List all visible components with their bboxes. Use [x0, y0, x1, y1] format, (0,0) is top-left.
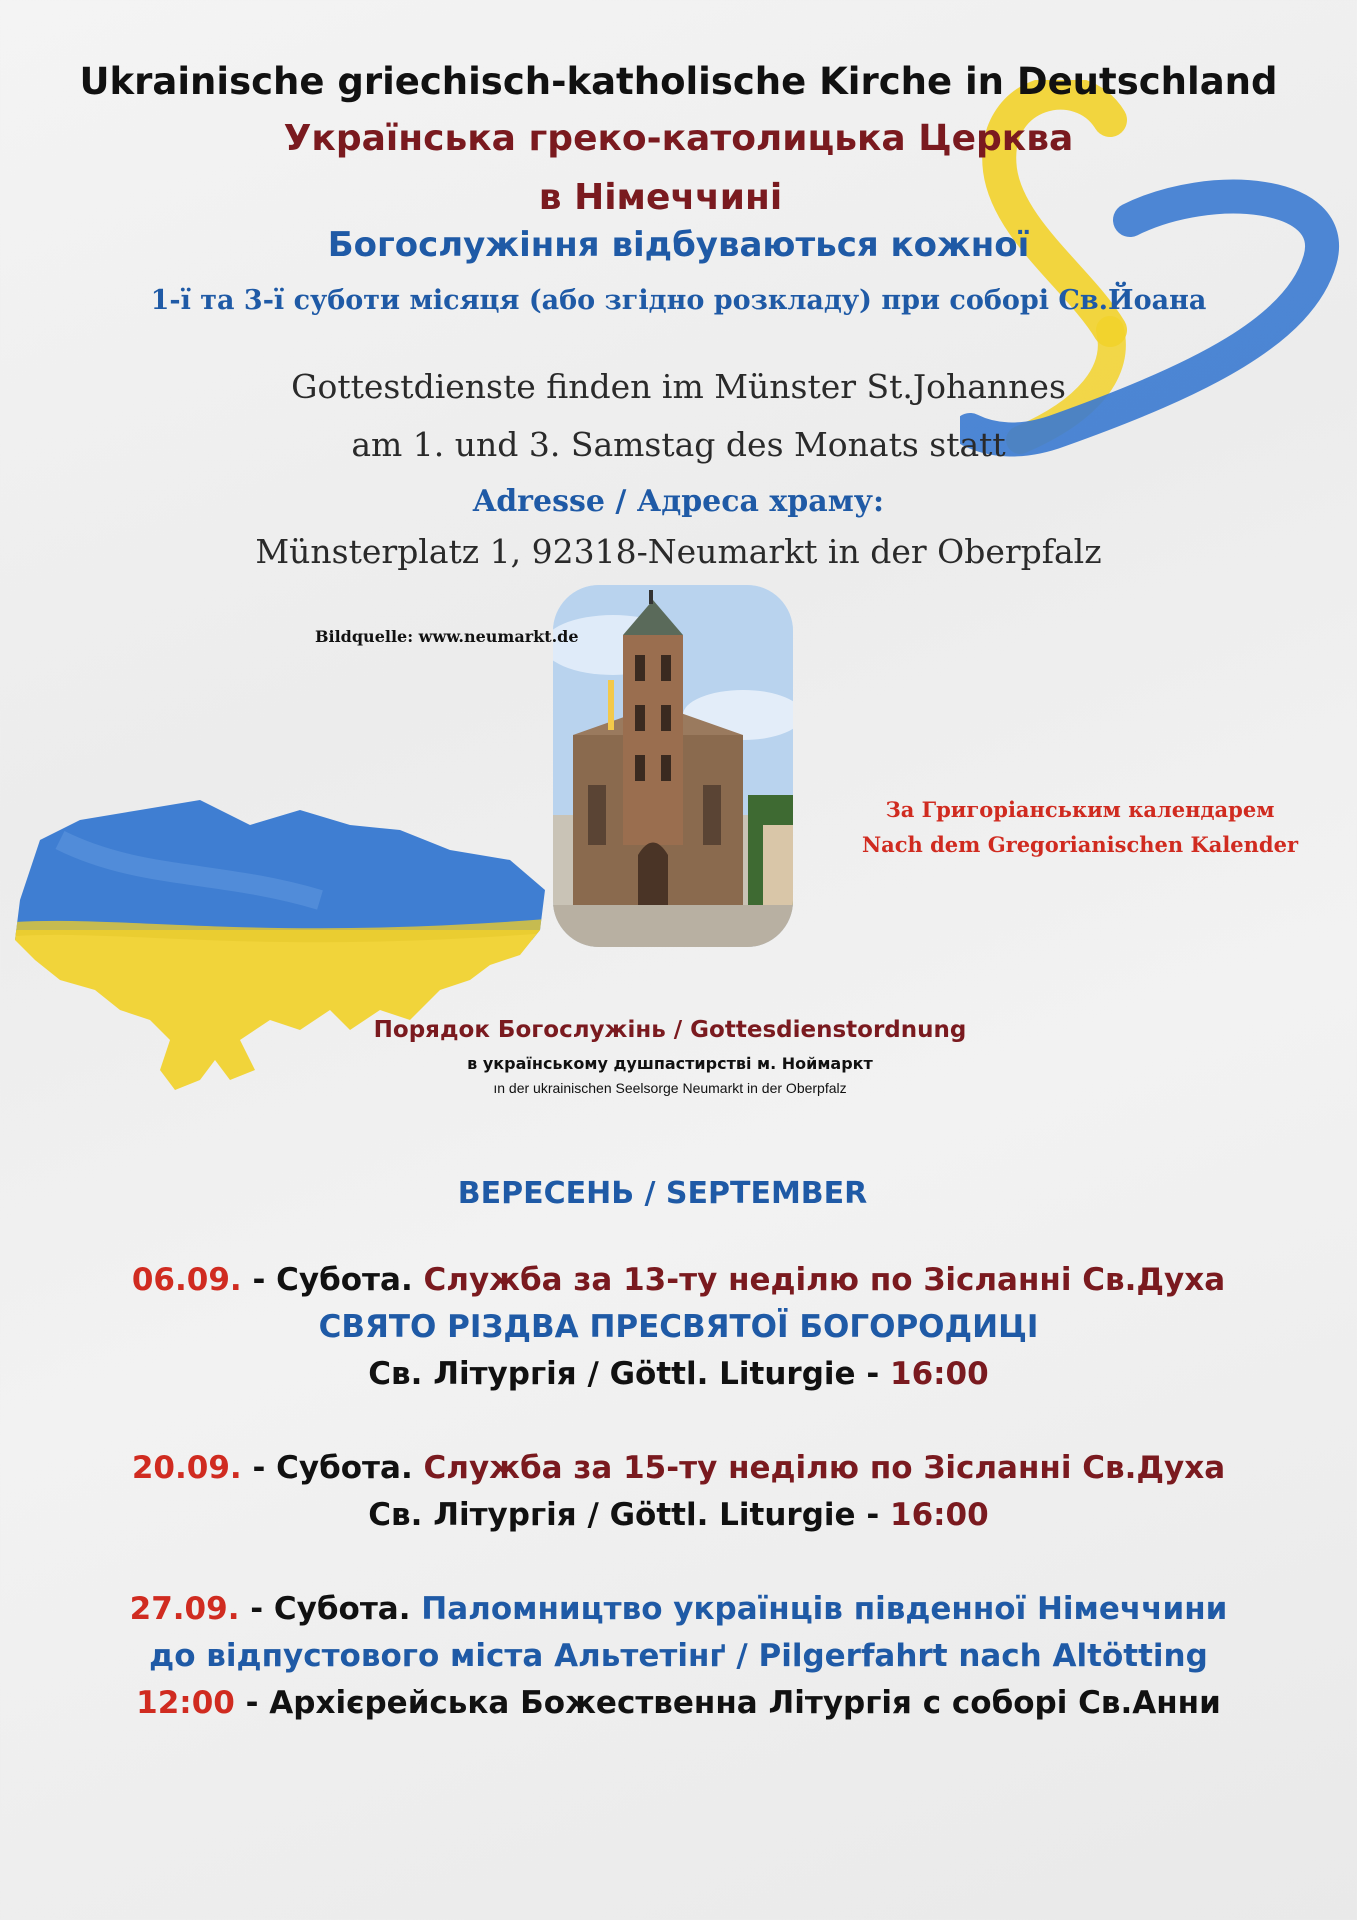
- address-text: Münsterplatz 1, 92318-Neumarkt in der Oberpfalz: [255, 532, 1102, 571]
- order-subtitle-de: ın der ukrainischen Seelsorge Neumarkt in der Oberpfalz: [493, 1080, 847, 1096]
- event-day: - Субота.: [241, 1450, 424, 1486]
- event-date: 20.09.: [131, 1450, 242, 1486]
- calendar-note-uk: За Григоріанським календарем: [885, 797, 1275, 822]
- event-2-line1: [0, 1450, 1357, 1486]
- event-day: - Субота.: [239, 1591, 422, 1627]
- title-uk-line1: Українська греко-католицька Церква: [283, 118, 1074, 159]
- services-uk-line1: Богослужіння відбуваються кожної: [327, 225, 1030, 265]
- event-liturgy: Св. Літургія / Göttl. Liturgie -: [368, 1497, 891, 1533]
- event-day: - Субота.: [241, 1262, 424, 1298]
- event-1-liturgy-line: [0, 1356, 1357, 1392]
- event-1-feast: СВЯТО РІЗДВА ПРЕСВЯТОЇ БОГОРОДИЦІ: [318, 1309, 1039, 1345]
- event-time: 12:00: [136, 1685, 235, 1721]
- church-photo: [553, 585, 793, 947]
- event-date: 06.09.: [131, 1262, 242, 1298]
- event-liturgy: - Архієрейська Божественна Літургія с соборі Св.Анни: [234, 1685, 1221, 1721]
- event-service: Паломництво українців південної Німеччини: [421, 1591, 1228, 1627]
- services-de-line1: Gottestdienste finden im Münster St.Johannes: [291, 367, 1066, 406]
- event-1-line1: [0, 1262, 1357, 1298]
- event-date: 27.09.: [129, 1591, 240, 1627]
- event-liturgy: Св. Літургія / Göttl. Liturgie -: [368, 1356, 891, 1392]
- month-heading: ВЕРЕСЕНЬ / SEPTEMBER: [457, 1176, 868, 1211]
- event-time: 16:00: [890, 1356, 989, 1392]
- title-de: Ukrainische griechisch-katholische Kirche in Deutschland: [79, 60, 1278, 103]
- title-uk-line2: в Німеччині: [538, 177, 783, 218]
- event-3-line1: [0, 1591, 1357, 1627]
- event-2-liturgy-line: [0, 1497, 1357, 1533]
- event-service: Служба за 15-ту неділю по Зісланні Св.Духа: [423, 1450, 1226, 1486]
- event-3-line2: до відпустового міста Альтетінґ / Pilgerfahrt nach Altötting: [149, 1638, 1208, 1674]
- image-credit: Bildquelle: www.neumarkt.de: [315, 627, 579, 646]
- event-time: 16:00: [890, 1497, 989, 1533]
- event-3-liturgy-line: [0, 1685, 1357, 1721]
- services-uk-line2: 1-ї та 3-ї суботи місяця (або згідно розкладу) при соборі Св.Йоана: [150, 285, 1207, 316]
- order-subtitle-uk: в українському душпастирстві м. Ноймаркт: [467, 1054, 873, 1073]
- address-label: Adresse / Адреса храму:: [472, 484, 885, 519]
- calendar-note-de: Nach dem Gregorianischen Kalender: [861, 832, 1299, 857]
- services-de-line2: am 1. und 3. Samstag des Monats statt: [351, 425, 1006, 464]
- event-service: Служба за 13-ту неділю по Зісланні Св.Духа: [423, 1262, 1226, 1298]
- order-title: Порядок Богослужінь / Gottesdienstordnung: [373, 1017, 967, 1043]
